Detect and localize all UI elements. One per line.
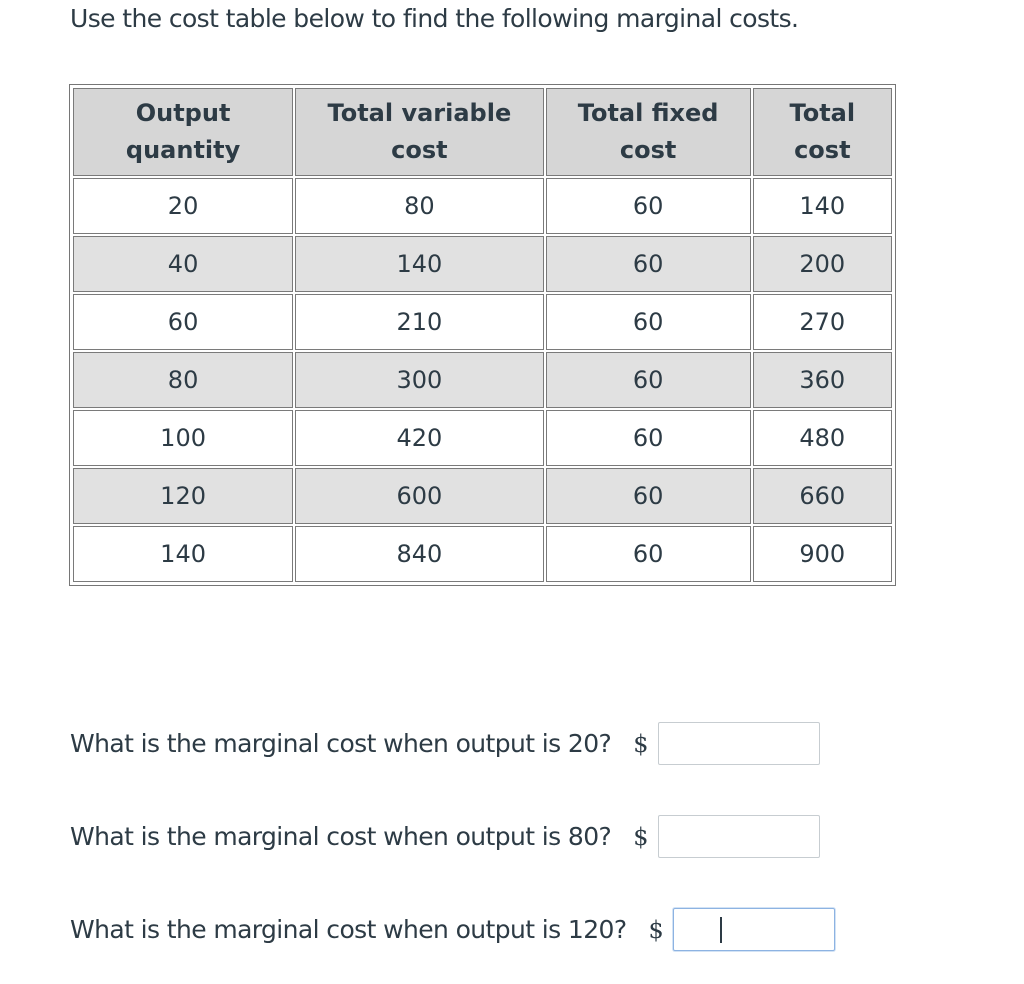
cell-total-fixed-cost: 60: [546, 526, 751, 582]
cost-table-frame: [69, 84, 896, 586]
cell-total-variable-cost: 420: [295, 410, 543, 466]
cell-total-variable-cost: 840: [295, 526, 543, 582]
dollar-sign: $: [633, 822, 648, 851]
cell-output-quantity: 100: [73, 410, 293, 466]
table-row: [73, 294, 892, 350]
header-total-fixed-cost: [546, 88, 751, 176]
question-text: What is the marginal cost when output is 120?: [70, 915, 627, 944]
table-row: [73, 526, 892, 582]
question-mc-output-80: [70, 815, 820, 858]
cell-total-cost: 200: [753, 236, 892, 292]
cell-output-quantity: 80: [73, 352, 293, 408]
header-line: Output: [135, 99, 231, 127]
header-line: Total variable: [327, 99, 512, 127]
cell-total-cost: 660: [753, 468, 892, 524]
table-header-row: [73, 88, 892, 176]
cell-total-variable-cost: 140: [295, 236, 543, 292]
header-line: cost: [619, 136, 677, 164]
table-row: [73, 178, 892, 234]
cell-output-quantity: 40: [73, 236, 293, 292]
cell-total-cost: 360: [753, 352, 892, 408]
cell-total-fixed-cost: 60: [546, 178, 751, 234]
cell-total-cost: 140: [753, 178, 892, 234]
header-line: cost: [794, 136, 851, 164]
cell-output-quantity: 140: [73, 526, 293, 582]
cell-total-fixed-cost: 60: [546, 468, 751, 524]
cell-output-quantity: 20: [73, 178, 293, 234]
table-row: [73, 468, 892, 524]
header-total-variable-cost: [295, 88, 543, 176]
question-text: What is the marginal cost when output is 20?: [70, 729, 612, 758]
cell-total-cost: 480: [753, 410, 892, 466]
question-text: What is the marginal cost when output is 80?: [70, 822, 612, 851]
cell-total-cost: 270: [753, 294, 892, 350]
header-line: cost: [391, 136, 448, 164]
cell-output-quantity: 60: [73, 294, 293, 350]
dollar-sign: $: [648, 915, 664, 944]
cell-total-fixed-cost: 60: [546, 352, 751, 408]
cost-table: [71, 86, 894, 584]
text-cursor: [720, 917, 722, 943]
cell-total-fixed-cost: 60: [546, 294, 751, 350]
header-line: Total: [789, 99, 856, 127]
question-instructions: Use the cost table below to find the following marginal costs.: [70, 4, 799, 33]
answer-input-output-80[interactable]: [658, 815, 820, 858]
cell-total-fixed-cost: 60: [546, 410, 751, 466]
table-row: [73, 410, 892, 466]
answer-input-output-20[interactable]: [658, 722, 820, 765]
header-line: quantity: [125, 136, 241, 164]
table-row: [73, 236, 892, 292]
cell-total-variable-cost: 600: [295, 468, 543, 524]
header-total-cost: [753, 88, 892, 176]
cell-total-fixed-cost: 60: [546, 236, 751, 292]
cell-total-variable-cost: 80: [295, 178, 543, 234]
cell-total-variable-cost: 300: [295, 352, 543, 408]
table-row: [73, 352, 892, 408]
question-mc-output-20: [70, 722, 820, 765]
cell-total-cost: 900: [753, 526, 892, 582]
cell-output-quantity: 120: [73, 468, 293, 524]
dollar-sign: $: [633, 729, 648, 758]
header-output-quantity: [73, 88, 293, 176]
answer-input-output-120[interactable]: [673, 908, 835, 951]
cell-total-variable-cost: 210: [295, 294, 543, 350]
header-line: Total fixed: [577, 99, 719, 127]
